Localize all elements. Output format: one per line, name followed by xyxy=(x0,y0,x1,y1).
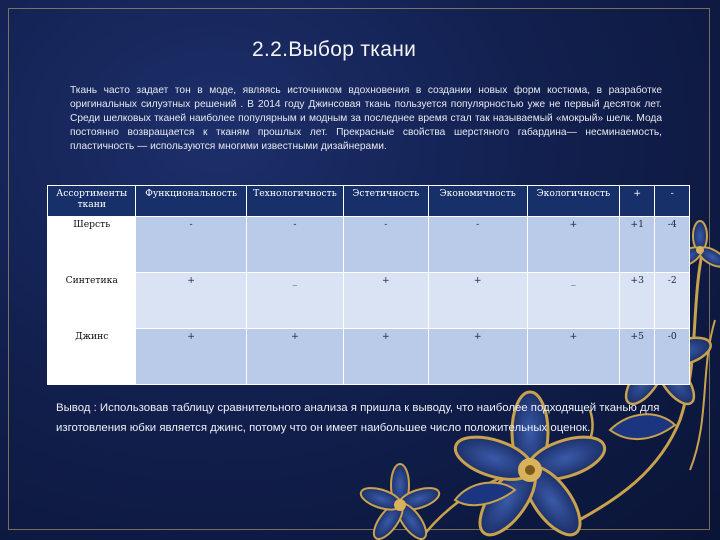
table-row xyxy=(48,217,690,273)
header-cell: Экологичность xyxy=(527,186,619,217)
table-cell: +5 xyxy=(619,329,654,385)
table-row xyxy=(48,273,690,329)
table-cell: -2 xyxy=(655,273,690,329)
comparison-table xyxy=(47,185,690,385)
table-header-row xyxy=(48,186,690,217)
header-cell: Технологичность xyxy=(246,186,343,217)
header-cell: Ассортименты ткани xyxy=(48,186,136,217)
table-cell: _ xyxy=(246,273,343,329)
row-name: Синтетика xyxy=(48,273,136,329)
header-cell: Эстетичность xyxy=(344,186,428,217)
table-cell: - xyxy=(246,217,343,273)
header-cell: + xyxy=(619,186,654,217)
table-cell: - xyxy=(344,217,428,273)
table-cell: - xyxy=(136,217,246,273)
intro-paragraph: Ткань часто задает тон в моде, являясь источником вдохновения в создании новых форм костюма, в разработке оригинальных силуэтных решений . В 2014 году Джинсовая ткань пользуется популярностью уже не первый десяток лет. Среди шелковых тканей наиболее популярным и модным за последнее время стал так называемый «мокрый» шелк. Мода постоянно возвращается к тканям прошлых лет. Прекрасные свойства шерстяного габардина— несминаемость, пластичность — используются многими известными дизайнерами. xyxy=(70,85,662,152)
header-cell: - xyxy=(655,186,690,217)
table-cell: -0 xyxy=(655,329,690,385)
page-title: 2.2.Выбор ткани xyxy=(252,38,417,61)
table-cell: + xyxy=(246,329,343,385)
table-cell: +3 xyxy=(619,273,654,329)
header-cell: Экономичность xyxy=(428,186,527,217)
table-cell: + xyxy=(344,329,428,385)
table-cell: + xyxy=(428,329,527,385)
table-cell: - xyxy=(428,217,527,273)
table-cell: _ xyxy=(527,273,619,329)
row-name: Шерсть xyxy=(48,217,136,273)
table-cell: +1 xyxy=(619,217,654,273)
table-cell: -4 xyxy=(655,217,690,273)
header-cell: Функциональность xyxy=(136,186,246,217)
table-cell: + xyxy=(527,217,619,273)
conclusion-text: Вывод : Использовав таблицу сравнительного анализа я пришла к выводу, что наиболее подходящей тканью для изготовления юбки является джинс, потому что он имеет наибольшее число положительных оценок. xyxy=(56,402,660,434)
table-row xyxy=(48,329,690,385)
table-cell: + xyxy=(527,329,619,385)
table-cell: + xyxy=(344,273,428,329)
table-cell: + xyxy=(136,329,246,385)
row-name: Джинс xyxy=(48,329,136,385)
table-cell: + xyxy=(136,273,246,329)
table-cell: + xyxy=(428,273,527,329)
